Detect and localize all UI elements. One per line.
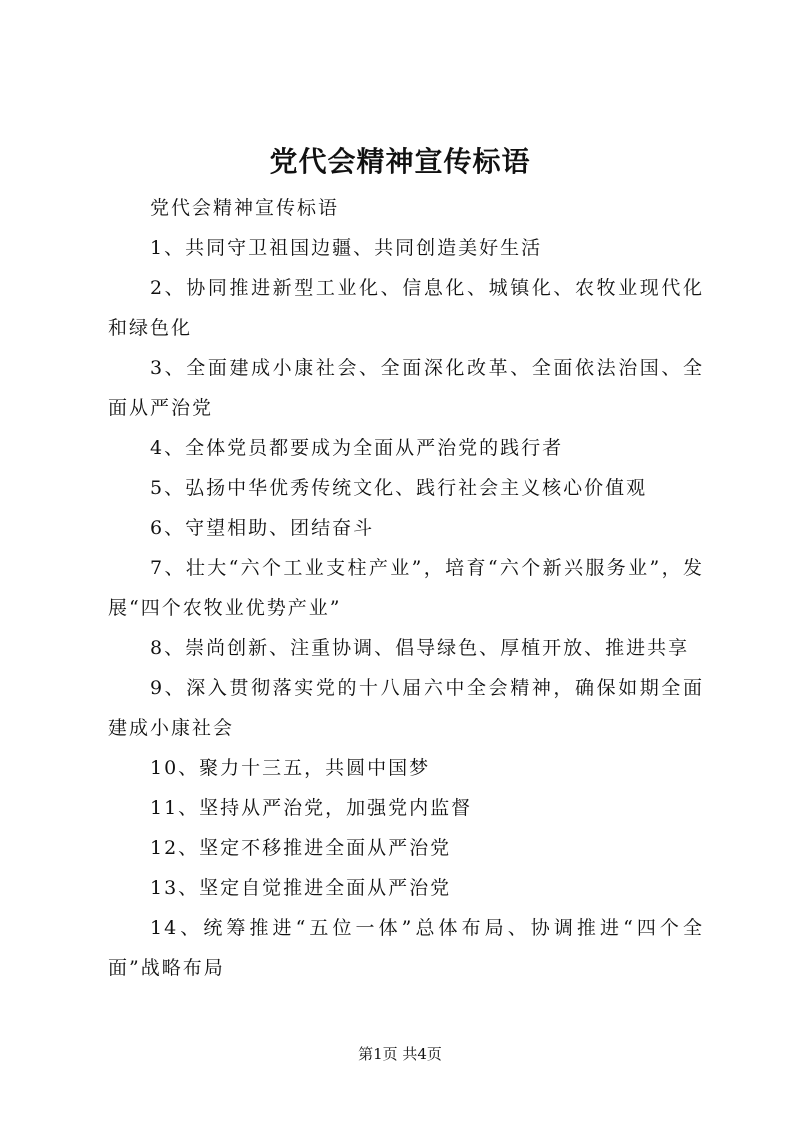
page-number-footer: 第1页 共4页: [358, 1045, 442, 1063]
paragraph: 4、全体党员都要成为全面从严治党的践行者: [150, 437, 564, 459]
paragraph: 5、弘扬中华优秀传统文化、践行社会主义核心价值观: [150, 477, 648, 499]
paragraph: 3、全面建成小康社会、全面深化改革、全面依法治国、全面从严治党: [108, 357, 704, 419]
paragraph: 2、协同推进新型工业化、信息化、城镇化、农牧业现代化和绿色化: [108, 277, 704, 339]
paragraph: 9、深入贯彻落实党的十八届六中全会精神，确保如期全面建成小康社会: [108, 677, 704, 739]
paragraph: 10、聚力十三五，共圆中国梦: [150, 757, 431, 779]
paragraph: 12、坚定不移推进全面从严治党: [150, 837, 452, 859]
paragraph: 7、壮大“六个工业支柱产业”，培育“六个新兴服务业”，发展“四个农牧业优势产业”: [108, 557, 704, 619]
paragraph: 党代会精神宣传标语: [150, 197, 340, 219]
paragraph: 14、统筹推进“五位一体”总体布局、协调推进“四个全面”战略布局: [108, 917, 704, 979]
paragraph: 13、坚定自觉推进全面从严治党: [150, 877, 452, 899]
document-body: [108, 188, 704, 988]
paragraph: 1、共同守卫祖国边疆、共同创造美好生活: [150, 237, 543, 259]
paragraph: 11、坚持从严治党，加强党内监督: [150, 797, 473, 819]
paragraph: 6、守望相助、团结奋斗: [150, 517, 375, 539]
document-title: 党代会精神宣传标语: [269, 145, 531, 178]
paragraph: 8、崇尚创新、注重协调、倡导绿色、厚植开放、推进共享: [150, 637, 690, 659]
